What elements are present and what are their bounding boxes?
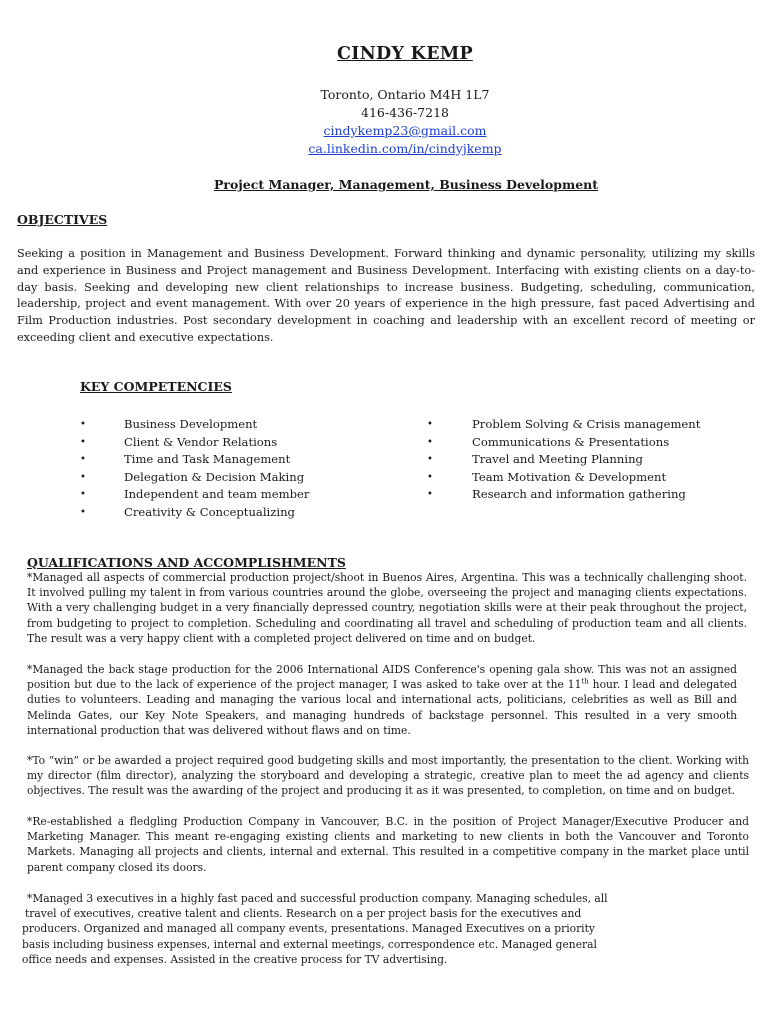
competency-item: • Creativity & Conceptualizing: [80, 504, 380, 522]
accomplishment-line: producers. Organized and managed all company events, presentations. Managed Executives on a priority: [22, 922, 595, 936]
competencies-left-column: [80, 416, 380, 522]
objectives-heading: OBJECTIVES: [17, 212, 108, 227]
competency-item: • Team Motivation & Development: [427, 469, 747, 487]
competencies-right-column: [427, 416, 747, 504]
accomplishment-paragraph: *Re-established a fledgling Production Company in Vancouver, B.C. in the position of Project Manager/Executive Producer and Marketing Manager. This meant re-engaging existing clients and marketing to new clients in both the Vancouver and Toronto Markets. Managing all projects and clients, internal and external. This resulted in a competitive company in the market place until parent company closed its doors.: [27, 815, 749, 874]
bullet-icon: •: [80, 454, 86, 466]
accomplishment-paragraph: [22, 891, 612, 967]
resume-subtitle: Project Manager, Management, Business Development: [213, 177, 599, 192]
bullet-icon: •: [80, 436, 86, 448]
accomplishment-line: office needs and expenses. Assisted in the creative process for TV advertising.: [22, 952, 448, 966]
key-competencies-heading: KEY COMPETENCIES: [80, 379, 232, 394]
phone: 416-436-7218: [361, 105, 449, 120]
accomplishment-paragraph: *Managed all aspects of commercial production project/shoot in Buenos Aires, Argentina. This was a technically challenging shoot. It involved pulling my talent in from various countries around the globe, overseeing the project and managing clients expectations. With a very challenging budget in a very financially depressed country, negotiation skills were at their peak throughout the project, from budgeting to project to completion. Scheduling and coordinating all travel and scheduling of production team and all clients. The result was a very happy client with a completed project delivered on time and on budget.: [27, 571, 747, 645]
bullet-icon: •: [80, 419, 86, 430]
address: Toronto, Ontario M4H 1L7: [320, 87, 490, 102]
competency-item: • Communications & Presentations: [427, 434, 747, 452]
accomplishment-line: *Managed 3 executives in a highly fast paced and successful production company. Managing schedules, all: [27, 892, 608, 905]
bullet-icon: •: [80, 506, 86, 518]
bullet-icon: •: [427, 454, 433, 466]
qualifications-heading: QUALIFICATIONS AND ACCOMPLISHMENTS: [27, 555, 346, 570]
competency-item: • Delegation & Decision Making: [80, 469, 380, 487]
competency-item: • Independent and team member: [80, 486, 380, 504]
contact-block: [0, 86, 768, 158]
competency-item: • Travel and Meeting Planning: [427, 451, 747, 469]
competency-item: • Research and information gathering: [427, 486, 747, 504]
bullet-icon: •: [427, 436, 433, 448]
accomplishment-paragraph: *Managed the back stage production for the 2006 International AIDS Conference's opening gala show. This was not an assigned position but due to the lack of experience of the project manager, I was asked to take over at the 11th hour. I lead and delegated duties to volunteers. Leading and managing the various local and international acts, politicians, celebrities as well as Bill and Melinda Gates, our Key Note Speakers, and managing hundreds of backstage personnel. This resulted in a very smooth international production that was delivered without flaws and on time.: [27, 663, 737, 737]
competency-item: • Client & Vendor Relations: [80, 434, 380, 452]
objectives-text: Seeking a position in Management and Business Development. Forward thinking and dynamic personality, utilizing my skills and experience in Business and Project management and Business Development. Interfacing with existing clients on a day-to-day basis. Seeking and developing new client relationships to increase business. Budgeting, scheduling, communication, leadership, project and event management. With over 20 years of experience in the high pressure, fast paced Advertising and Film Production industries. Post secondary development in coaching and leadership with an excellent record of meeting or exceeding client and executive expectations.: [17, 247, 755, 344]
accomplishment-paragraph: *To “win” or be awarded a project required good budgeting skills and most importantly, the presentation to the client. Working with my director (film director), analyzing the storyboard and developing a strategic, creative plan to meet the ad agency and clients objectives. The result was the awarding of the project and producing it as it was presented, to completion, on time and on budget.: [27, 754, 749, 798]
competency-item: • Business Development: [80, 416, 380, 434]
competency-item: • Problem Solving & Crisis management: [427, 416, 747, 434]
bullet-icon: •: [427, 489, 433, 501]
accomplishment-line: travel of executives, creative talent and clients. Research on a per project basis for the executives and: [25, 907, 582, 921]
bullet-icon: •: [80, 489, 86, 501]
accomplishment-line: basis including business expenses, internal and external meetings, correspondence etc. Managed general: [22, 937, 597, 951]
bullet-icon: •: [427, 471, 433, 483]
bullet-icon: •: [80, 471, 86, 483]
superscript: th: [581, 677, 589, 686]
competency-item: • Time and Task Management: [80, 451, 380, 469]
email-link[interactable]: cindykemp23@gmail.com: [323, 123, 487, 138]
candidate-name: CINDY KEMP: [337, 44, 473, 64]
linkedin-link[interactable]: ca.linkedin.com/in/cindyjkemp: [308, 141, 502, 156]
bullet-icon: •: [427, 419, 433, 430]
